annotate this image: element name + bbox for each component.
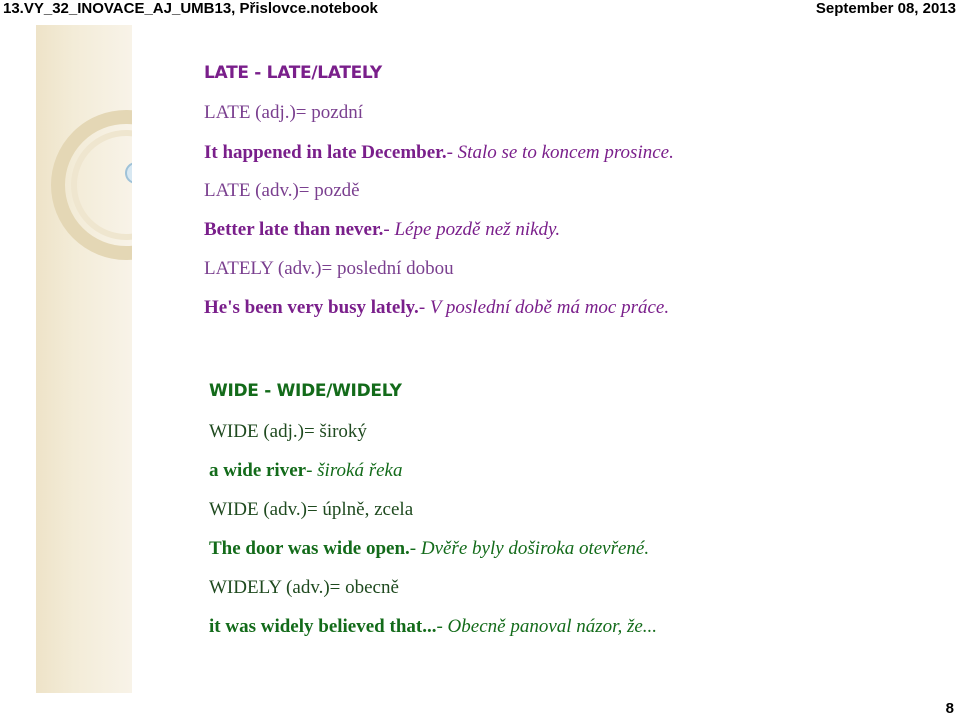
wide-adj-example-en: a wide river (209, 460, 307, 481)
late-adv-example-cz: - Lépe pozdě než nikdy. (383, 219, 561, 240)
notebook-title: 13.VY_32_INOVACE_AJ_UMB13, Přislovce.notebook (3, 0, 378, 17)
decorative-sidebar (36, 25, 132, 693)
late-adv-definition: LATE (adv.)= pozdě (204, 180, 360, 201)
wide-adj-definition: WIDE (adj.)= široký (209, 421, 367, 442)
decorative-circles-icon (36, 25, 132, 693)
page-number: 8 (945, 700, 954, 717)
wide-adv-example (209, 538, 649, 560)
wide-adv-definition: WIDE (adv.)= úplně, zcela (209, 499, 414, 520)
widely-definition: WIDELY (adv.)= obecně (209, 577, 399, 598)
lately-definition: LATELY (adv.)= poslední dobou (204, 258, 454, 279)
wide-adj-example-cz: - široká řeka (306, 460, 403, 481)
header-bar (0, 0, 960, 18)
wide-adj-example (209, 460, 402, 482)
late-adj-definition: LATE (adj.)= pozdní (204, 102, 363, 123)
lately-example-cz: - V poslední době má moc práce. (418, 297, 670, 318)
widely-example-en: it was widely believed that... (209, 616, 437, 637)
widely-example (209, 616, 657, 638)
wide-adv-example-en: The door was wide open. (209, 538, 410, 559)
lately-example-en: He's been very busy lately. (204, 297, 419, 318)
wide-section-heading: WIDE - WIDE/WIDELY (209, 381, 402, 401)
late-adv-example (204, 219, 560, 241)
wide-adv-example-cz: - Dvěře byly doširoka otevřené. (409, 538, 650, 559)
late-section-heading: LATE - LATE/LATELY (204, 63, 382, 83)
late-adj-example (204, 142, 674, 164)
widely-example-cz: - Obecně panoval názor, že... (436, 616, 658, 637)
late-adj-example-cz: - Stalo se to koncem prosince. (446, 142, 674, 163)
lately-example (204, 297, 669, 319)
notebook-date: September 08, 2013 (815, 0, 956, 17)
late-adv-example-en: Better late than never. (204, 219, 384, 240)
late-adj-example-en: It happened in late December. (204, 142, 447, 163)
